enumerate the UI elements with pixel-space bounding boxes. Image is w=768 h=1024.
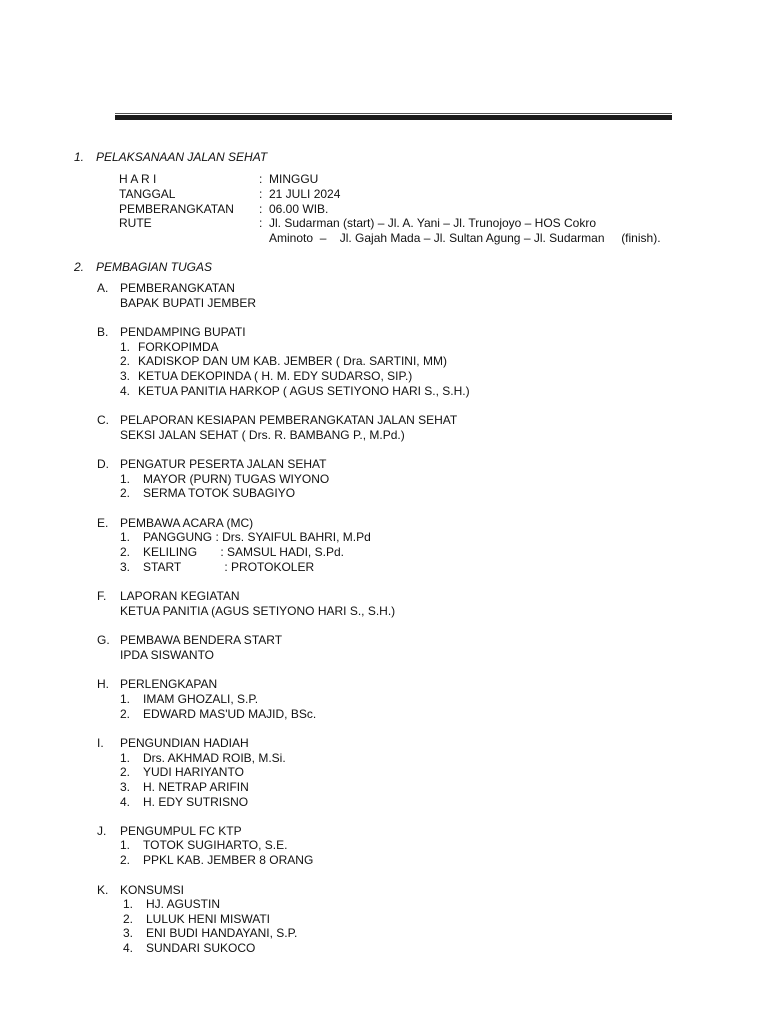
list-item-number: 1. (120, 472, 131, 486)
group-title: LAPORAN KEGIATAN (120, 589, 240, 603)
header-rule-thin (115, 113, 672, 114)
list-item-number: 4. (120, 384, 131, 398)
list-item: Drs. AKHMAD ROIB, M.Si. (143, 751, 286, 765)
group-text: SEKSI JALAN SEHAT ( Drs. R. BAMBANG P., M.Pd.) (120, 428, 405, 442)
list-item-number: 2. (120, 765, 131, 779)
list-item: KETUA DEKOPINDA ( H. M. EDY SUDARSO, SIP.) (138, 369, 413, 383)
group-letter: J. (97, 824, 107, 838)
list-item: MAYOR (PURN) TUGAS WIYONO (143, 472, 330, 486)
list-item-number: 3. (120, 369, 131, 383)
group-title: PEMBAWA BENDERA START (120, 633, 283, 647)
row-label-tanggal: TANGGAL (119, 187, 176, 201)
list-item-number: 2. (120, 486, 131, 500)
group-letter: A. (97, 281, 109, 295)
group-title: PENDAMPING BUPATI (120, 325, 246, 339)
list-item-number: 3. (120, 560, 131, 574)
list-item-number: 3. (120, 780, 131, 794)
group-letter: G. (97, 633, 110, 647)
section-1-title: PELAKSANAAN JALAN SEHAT (96, 150, 268, 164)
list-item-number: 4. (120, 795, 131, 809)
group-title: PENGUNDIAN HADIAH (120, 736, 249, 750)
row-value-hari: MINGGU (269, 172, 319, 186)
list-item: PANGGUNG : Drs. SYAIFUL BAHRI, M.Pd (143, 530, 371, 544)
list-item: YUDI HARIYANTO (143, 765, 244, 779)
list-item: EDWARD MAS'UD MAJID, BSc. (143, 707, 317, 721)
list-item-number: 1. (123, 897, 134, 911)
list-item: H. NETRAP ARIFIN (143, 780, 249, 794)
row-sep-hari: : (259, 172, 263, 186)
section-2-title: PEMBAGIAN TUGAS (96, 260, 213, 274)
group-text: IPDA SISWANTO (120, 648, 215, 662)
list-item-number: 2. (120, 707, 131, 721)
list-item: FORKOPIMDA (138, 340, 219, 354)
row-sep-rute: : (259, 216, 263, 230)
group-text: KETUA PANITIA (AGUS SETIYONO HARI S., S.H.) (120, 604, 396, 618)
list-item: SUNDARI SUKOCO (146, 941, 256, 955)
group-title: PENGUMPUL FC KTP (120, 824, 242, 838)
row-value-tanggal: 21 JULI 2024 (269, 187, 341, 201)
group-letter: D. (97, 457, 109, 471)
list-item: HJ. AGUSTIN (146, 897, 221, 911)
list-item-number: 2. (120, 853, 131, 867)
row-value-pemberangkatan: 06.00 WIB. (269, 202, 329, 216)
list-item-number: 2. (120, 545, 131, 559)
list-item-number: 1. (120, 340, 131, 354)
row-sep-tanggal: : (259, 187, 263, 201)
group-title: PERLENGKAPAN (120, 677, 218, 691)
list-item: KADISKOP DAN UM KAB. JEMBER ( Dra. SARTINI, MM) (138, 354, 447, 368)
row-label-pemberangkatan: PEMBERANGKATAN (119, 202, 234, 216)
group-letter: F. (97, 589, 107, 603)
section-1-number: 1. (74, 150, 85, 164)
group-title: KONSUMSI (120, 883, 185, 897)
group-text: BAPAK BUPATI JEMBER (120, 296, 257, 310)
list-item: KETUA PANITIA HARKOP ( AGUS SETIYONO HARI S., S.H.) (138, 384, 470, 398)
list-item-number: 3. (123, 926, 134, 940)
list-item-number: 1. (120, 692, 131, 706)
list-item-number: 2. (120, 354, 131, 368)
list-item: START : PROTOKOLER (143, 560, 315, 574)
row-value-rute-cont: Aminoto – Jl. Gajah Mada – Jl. Sultan Agung – Jl. Sudarman (finish). (269, 231, 661, 245)
group-letter: C. (97, 413, 109, 427)
list-item: LULUK HENI MISWATI (146, 912, 271, 926)
list-item: PPKL KAB. JEMBER 8 ORANG (143, 853, 314, 867)
group-title: PEMBAWA ACARA (MC) (120, 516, 254, 530)
list-item-number: 2. (123, 912, 134, 926)
list-item: TOTOK SUGIHARTO, S.E. (143, 838, 288, 852)
list-item: SERMA TOTOK SUBAGIYO (143, 486, 296, 500)
list-item: IMAM GHOZALI, S.P. (143, 692, 259, 706)
section-2-number: 2. (74, 260, 85, 274)
list-item: ENI BUDI HANDAYANI, S.P. (146, 926, 298, 940)
list-item-number: 4. (123, 941, 134, 955)
row-value-rute: Jl. Sudarman (start) – Jl. A. Yani – Jl. Trunojoyo – HOS Cokro (269, 216, 597, 230)
group-letter: E. (97, 516, 109, 530)
row-label-hari: H A R I (119, 172, 157, 186)
group-title: PEMBERANGKATAN (120, 281, 235, 295)
list-item: H. EDY SUTRISNO (143, 795, 249, 809)
list-item-number: 1. (120, 838, 131, 852)
list-item: KELILING : SAMSUL HADI, S.Pd. (143, 545, 344, 559)
group-letter: I. (97, 736, 104, 750)
header-rule (115, 115, 672, 120)
list-item-number: 1. (120, 530, 131, 544)
group-letter: K. (97, 883, 109, 897)
group-title: PELAPORAN KESIAPAN PEMBERANGKATAN JALAN SEHAT (120, 413, 458, 427)
row-label-rute: RUTE (119, 216, 152, 230)
list-item-number: 1. (120, 751, 131, 765)
group-letter: H. (97, 677, 109, 691)
group-title: PENGATUR PESERTA JALAN SEHAT (120, 457, 327, 471)
row-sep-pemberangkatan: : (259, 202, 263, 216)
group-letter: B. (97, 325, 109, 339)
